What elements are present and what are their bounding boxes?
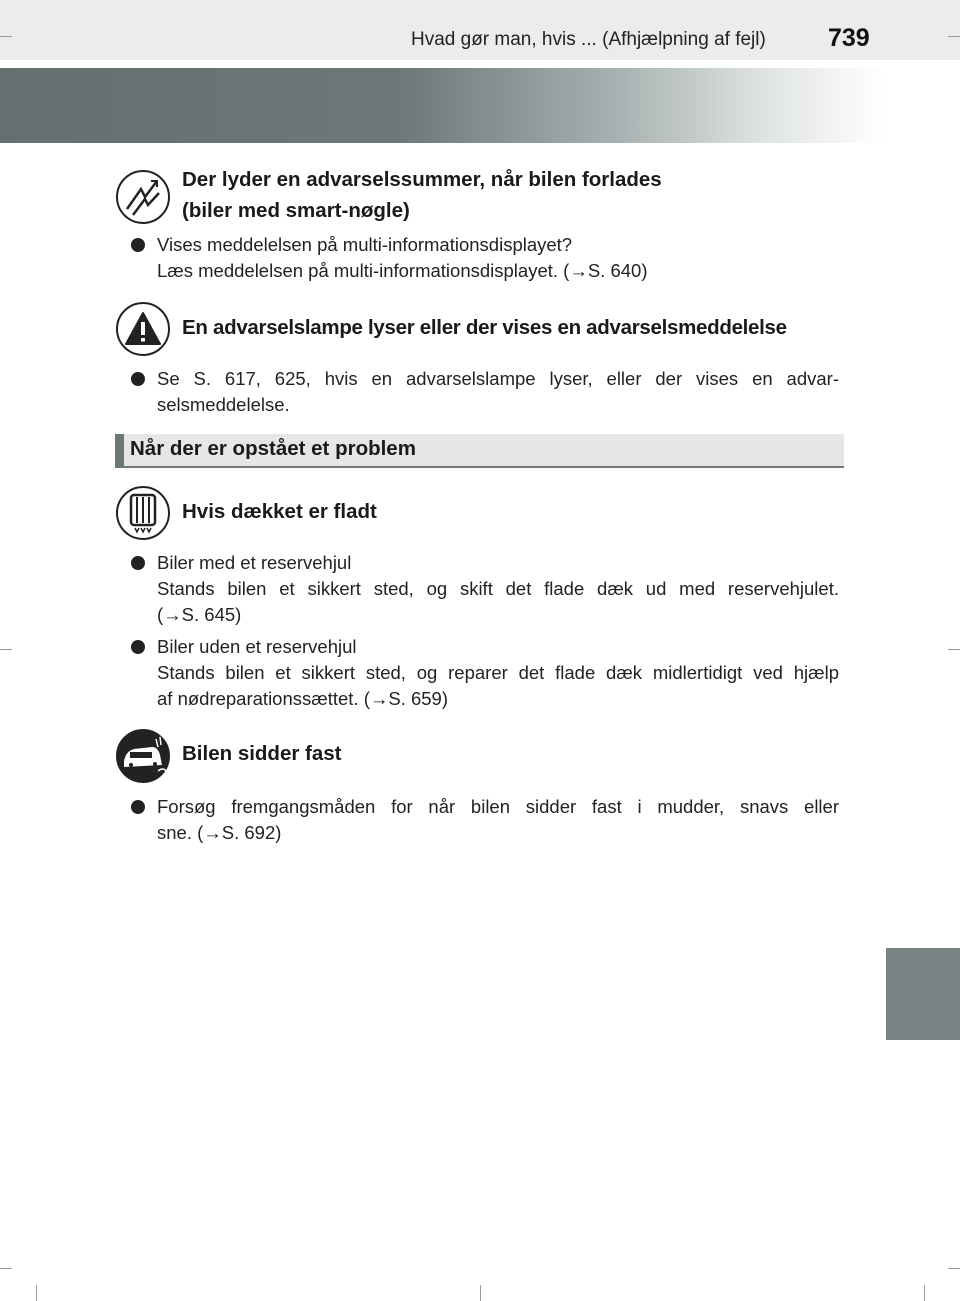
- bullet-icon: [131, 556, 145, 570]
- problem-heading-box: [115, 434, 844, 468]
- text-line: Biler uden et reservehjul: [157, 636, 357, 657]
- bullet-icon: [131, 238, 145, 252]
- bullet-icon: [131, 800, 145, 814]
- section-title-flat-tire: Hvis dækket er fladt: [182, 500, 377, 523]
- text-line: selsmeddelelse.: [157, 394, 290, 415]
- bullet-text: [157, 794, 839, 846]
- bullet-icon: [131, 372, 145, 386]
- bullet-icon: [131, 640, 145, 654]
- text-line: Biler med et reservehjul: [157, 552, 352, 573]
- bullet-text: [157, 232, 839, 284]
- bullet-text: [157, 550, 839, 628]
- section-title-warning: En advarselslampe lyser eller der vises en advarselsmeddelelse: [182, 316, 787, 339]
- chapter-title: Hvad gør man, hvis ... (Afhjælpning af fejl): [411, 29, 766, 50]
- flat-tire-icon: [116, 486, 170, 540]
- text-line: Vises meddelelsen på multi-informationsdisplayet?: [157, 234, 573, 255]
- text-line: Se S. 617, 625, hvis en advarselslampe lyser, eller der vises en advar-: [157, 368, 839, 389]
- section-title-buzzer-line2: (biler med smart-nøgle): [182, 199, 410, 222]
- warning-icon: [116, 302, 170, 356]
- crop-mark: [948, 36, 960, 37]
- crop-mark: [948, 649, 960, 650]
- crop-mark: [948, 1268, 960, 1269]
- page-number: 739: [828, 24, 870, 52]
- problem-heading: Når der er opstået et problem: [130, 437, 416, 460]
- text-line: (→S. 645): [157, 604, 242, 625]
- text-line: Forsøg fremgangsmåden for når bilen sidder fast i mudder, snavs eller: [157, 796, 839, 817]
- text-line: Stands bilen et sikkert sted, og reparer det flade dæk midlertidigt ved hjælp: [157, 662, 839, 683]
- section-title-buzzer-line1: Der lyder en advarselssummer, når bilen forlades: [182, 168, 662, 191]
- crop-mark: [480, 1285, 481, 1301]
- crop-mark: [0, 36, 12, 37]
- crop-mark: [36, 1285, 37, 1301]
- chapter-side-tab: [886, 948, 960, 1040]
- chapter-band: [0, 68, 885, 143]
- heading-accent: [115, 434, 124, 468]
- buzzer-icon: [116, 170, 170, 224]
- bullet-text: [157, 366, 839, 418]
- section-title-stuck: Bilen sidder fast: [182, 742, 342, 765]
- bullet-text: [157, 634, 839, 712]
- crop-mark: [924, 1285, 925, 1301]
- crop-mark: [0, 1268, 12, 1269]
- text-line: sne. (→S. 692): [157, 822, 282, 843]
- crop-mark: [0, 649, 12, 650]
- text-line: Læs meddelelsen på multi-informationsdisplayet. (→S. 640): [157, 260, 648, 281]
- text-line: Stands bilen et sikkert sted, og skift det flade dæk ud med reservehjulet.: [157, 578, 839, 599]
- text-line: af nødreparationssættet. (→S. 659): [157, 688, 448, 709]
- stuck-car-icon: [116, 729, 170, 783]
